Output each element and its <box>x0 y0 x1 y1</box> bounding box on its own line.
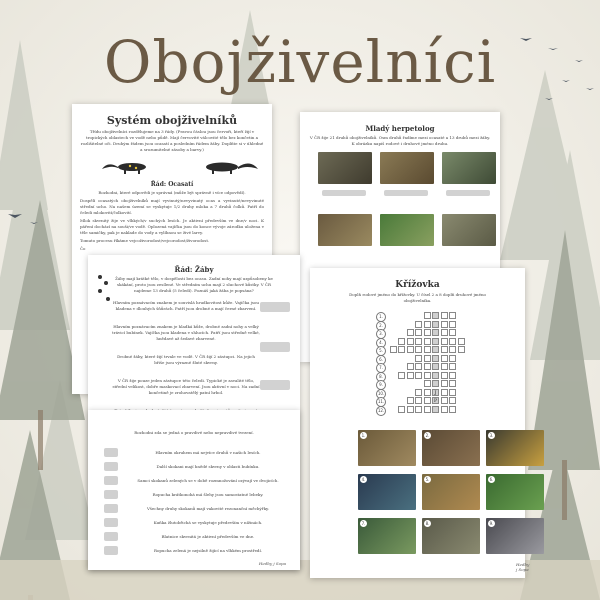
crossword-cell[interactable] <box>449 321 456 328</box>
amphibian-photo <box>422 474 480 510</box>
crossword-cell[interactable] <box>415 338 422 345</box>
photo-frog-1 <box>318 214 372 246</box>
sheet1-title: Systém obojživelníků <box>106 114 238 127</box>
crossword-row-number: 12. <box>376 406 386 416</box>
amphibian-photo <box>486 518 544 554</box>
crossword-row-number: 9. <box>376 380 386 390</box>
tf-answer-box[interactable] <box>104 504 118 513</box>
amphibian-photo <box>358 430 416 466</box>
crossword-cell[interactable] <box>441 338 448 345</box>
photo-number: 9. <box>489 521 494 526</box>
crossword-cell[interactable] <box>432 346 439 353</box>
crossword-cell[interactable] <box>449 372 456 379</box>
crossword-row-number: 11. <box>376 397 386 407</box>
crossword-letter: P <box>433 398 438 404</box>
sheet1-paragraph-4: Čo <box>80 246 86 251</box>
tf-statement: Ropucha zelená je nejsilně žijící na vlhkém prostředí. <box>153 548 263 553</box>
photo-number: 5. <box>425 477 430 482</box>
crossword-intro: Doplň rodové jméno do křížovky. U čísel 2 a 8 doplň druhové jméno obojživelníka. <box>349 292 486 303</box>
crossword-cell[interactable] <box>449 389 456 396</box>
crossword-cell[interactable] <box>415 397 422 404</box>
crossword-cell[interactable] <box>424 321 431 328</box>
tf-answer-box[interactable] <box>104 448 118 457</box>
crossword-cell[interactable] <box>449 346 456 353</box>
crossword-cell[interactable] <box>424 363 431 370</box>
section-frogs-heading: Řád: Žáby <box>174 265 214 274</box>
crossword-cell[interactable] <box>441 406 448 413</box>
section-tailed-heading: Řád: Ocasatí <box>150 181 194 188</box>
crossword-cell[interactable] <box>432 372 439 379</box>
crossword-cell[interactable] <box>449 397 456 404</box>
crossword-cell[interactable] <box>407 329 414 336</box>
crossword-cell[interactable] <box>432 312 439 319</box>
crossword-cell[interactable] <box>441 321 448 328</box>
crossword-cell[interactable] <box>424 329 431 336</box>
crossword-cell[interactable] <box>424 389 431 396</box>
crossword-cell[interactable] <box>441 380 448 387</box>
tf-row <box>104 518 290 528</box>
tf-answer-box[interactable] <box>104 518 118 527</box>
photo-newt-1 <box>318 152 372 184</box>
crossword-cell[interactable] <box>458 346 465 353</box>
crossword-cell[interactable] <box>449 380 456 387</box>
crossword-cell[interactable] <box>441 363 448 370</box>
crossword-cell[interactable] <box>432 321 439 328</box>
crossword-cell[interactable] <box>449 329 456 336</box>
tf-statement: Všechny druhy skokanů mají vakovité rezonanční měchýřky. <box>146 506 269 511</box>
crossword-cell[interactable] <box>424 406 431 413</box>
sheet2-intro: V ČR žije 21 druhů obojživelníků. Osm druhů řadíme mezi ocasaté a 13 druhů mezi žáby. K obrázku napiš rodové i druhové jméno druhu. <box>309 135 491 146</box>
crossword-cell[interactable] <box>398 338 405 345</box>
crossword-cell[interactable] <box>398 406 405 413</box>
photo-number: 3. <box>489 433 494 438</box>
tf-answer-box[interactable] <box>104 462 118 471</box>
crossword-cell[interactable] <box>441 389 448 396</box>
tf-row <box>104 448 290 458</box>
amphibian-photo <box>358 474 416 510</box>
crossword-row-number: 3. <box>376 329 386 339</box>
crossword-cell[interactable] <box>407 338 414 345</box>
crossword-cell[interactable] <box>424 355 431 362</box>
crossword-cell[interactable] <box>432 380 439 387</box>
photo-number: 8. <box>425 521 430 526</box>
crossword-row-number: 6. <box>376 355 386 365</box>
crossword-cell[interactable] <box>441 397 448 404</box>
sheet1-paragraph-3: Tomuto procesu říkáme vejcoživorodost/vejcorodost/živorodost. <box>80 238 210 243</box>
crossword-cell[interactable] <box>449 363 456 370</box>
photo-newt-2 <box>380 152 434 184</box>
crossword-cell[interactable] <box>441 355 448 362</box>
crossword-cell[interactable] <box>424 312 431 319</box>
crossword-cell[interactable] <box>424 346 431 353</box>
tf-statement: Samci skokanů zelených se v době rozmnožování ozývají ve dvojicích. <box>137 478 279 483</box>
crossword-cell[interactable] <box>415 321 422 328</box>
tf-statement: Kuňka žlutobřichá se vyskytuje především v nížinách. <box>153 520 263 525</box>
tf-row <box>104 462 290 472</box>
crossword-cell[interactable] <box>458 338 465 345</box>
crossword-cell[interactable] <box>441 329 448 336</box>
crossword-cell[interactable] <box>415 372 422 379</box>
sheet2-title: Mladý herpetolog <box>365 124 435 133</box>
crossword-cell[interactable] <box>441 372 448 379</box>
photo-number: 2. <box>425 433 430 438</box>
crossword-cell[interactable] <box>441 346 448 353</box>
amphibian-photo <box>358 518 416 554</box>
frog-description-4: V ČR žije pouze jeden zástupce této čeledi. Typické je zavalité tělo, střední velikost, dobře maskovací zbarvení. Jsou aktivní v noci. Na zadní končetině je zrohovatělý patní hrbol. <box>112 378 260 395</box>
crossword-cell[interactable] <box>398 372 405 379</box>
amphibian-photo <box>486 474 544 510</box>
crossword-cell[interactable] <box>415 329 422 336</box>
crossword-cell[interactable] <box>449 312 456 319</box>
crossword-cell[interactable] <box>415 355 422 362</box>
crossword-cell[interactable] <box>415 346 422 353</box>
amphibian-photo <box>422 518 480 554</box>
crossword-signature: Hedby j Sopa <box>516 562 530 572</box>
tf-row <box>104 532 290 542</box>
crossword-cell[interactable] <box>415 363 422 370</box>
tf-answer-box[interactable] <box>104 546 118 555</box>
photo-frog-2 <box>380 214 434 246</box>
crossword-cell[interactable] <box>407 406 414 413</box>
crossword-cell[interactable] <box>398 346 405 353</box>
tf-answer-box[interactable] <box>104 476 118 485</box>
tf-instruction: Rozhodni zda se jedná o pravdivé nebo nepravdivé tvrzení. <box>134 430 254 435</box>
crossword-cell[interactable] <box>449 406 456 413</box>
amphibian-photo <box>486 430 544 466</box>
tf-statement: Ropucha krátkonohá má šlehy jsou samostatné lebeky. <box>152 492 264 497</box>
frog-description-1: Hlavním poznávacím znakem je souvislá hrudkovitost kůže. Vajíčka jsou kladena v dlouhých šňůrách. Patří jsou drobné a mají černé zbarvení. <box>113 300 259 311</box>
sheet3-intro: Žáby mají krátké tělo, v dospělosti bez ocasu. Zadní nohy mají uzpůsobeny ke skákání, proto jsou zesílené. Ve středním uchu mají 2 sluchové kůstky. V ČR najdeme 13 druhů (5 čeledí). Poznáš jaká žába je popsána? <box>115 276 273 293</box>
crossword-row-number: 4. <box>376 338 386 348</box>
crossword-cell[interactable] <box>390 346 397 353</box>
main-title: Obojživelníci <box>103 28 497 96</box>
crossword-cell[interactable] <box>415 406 422 413</box>
crossword-cell[interactable] <box>424 380 431 387</box>
worksheet-crossword <box>310 268 530 578</box>
tf-answer-box[interactable] <box>104 532 118 541</box>
crossword-row-number: 10. <box>376 389 386 399</box>
photo-number: 7. <box>361 521 366 526</box>
photo-number: 1. <box>361 433 366 438</box>
crossword-cell[interactable] <box>432 338 439 345</box>
crossword-cell[interactable] <box>407 372 414 379</box>
crossword-cell[interactable] <box>424 397 431 404</box>
tf-row <box>104 490 290 500</box>
sheet1-instruction: Rozhodni, které odpovědi je správná (může být správně i více odpovědí). <box>98 190 246 195</box>
tf-statement: Blatnice skvrnitá je aktivní především ve dne. <box>161 534 255 539</box>
crossword-cell[interactable] <box>449 355 456 362</box>
photo-number: 4. <box>361 477 366 482</box>
amphibian-photo <box>422 430 480 466</box>
crossword-cell[interactable] <box>424 338 431 345</box>
tf-statement: Hlavním okruhem má nejvíce druhů v našich lesích. <box>155 450 261 455</box>
crossword-cell[interactable] <box>441 312 448 319</box>
tf-answer-box[interactable] <box>104 490 118 499</box>
worksheet-true-false <box>88 410 300 570</box>
tf-statement: Další skokani mají hnědé skvrny v oblasti bubínku. <box>156 464 260 469</box>
photo-frog-3 <box>442 214 496 246</box>
crossword-cell[interactable] <box>432 406 439 413</box>
sheet1-paragraph-2: Mlok skvrnitý žije ve vlhkých/v suchých lesích. Je aktivní především ve dne/v noci. K páření dochází na souši/ve vodě. Oplozená vajíčka jsou do konce vývoje zárodku uložena v těle samičky, pak je naklade do vody a vylíhnou se živé larvy. <box>80 218 264 235</box>
crossword-row-number: 5. <box>376 346 386 356</box>
crossword-cell[interactable] <box>432 355 439 362</box>
frog-description-2: Hlavním poznávacím znakem je hladká kůže, drobné zadní nohy a velký trávicí bubínek. Vajíčka jsou kladena v shlucích. Patří jsou středně velké, hnědavé až šedavé zbarvené. <box>112 324 260 341</box>
crossword-row-number: 8. <box>376 372 386 382</box>
crossword-letter: J <box>434 389 437 396</box>
crossword-cell[interactable] <box>407 397 414 404</box>
photo-newt-3 <box>442 152 496 184</box>
sheet1-paragraph-1: Dospělí ocasatých obojživelníků mají vyvinutý/nevyvinutý ocas a vyvinuté/nevyvinuté střední ucho. Na našem území se vyskytuje 1/2 druhy mloka a 7 druhů čolků. Patří do čeledi mlokovití/čolkovití. <box>80 198 264 215</box>
salamander-illustration <box>72 155 272 181</box>
crossword-cell[interactable] <box>424 372 431 379</box>
crossword-cell[interactable] <box>432 329 439 336</box>
photo-number: 6. <box>489 477 494 482</box>
signature: Hedby j Sopa <box>258 561 286 566</box>
tf-row <box>104 546 290 556</box>
crossword-cell[interactable] <box>449 338 456 345</box>
sheet1-intro: Třídu obojživelníci rozdělujeme na 3 řády. (Pravou čáslou jsou červoři, kteří žijí v tropických oblastech ve vodě nebo půdě. Mají červovité válcovité tělo bez končetin a rozlišitelné oči. Druhým řádem jsou ocasatí a posledním řádem žáby. Doplňte si v úhledné a srozumitelné zásoby a barvy.) <box>80 129 264 152</box>
crossword-title: Křížovka <box>395 280 440 290</box>
crossword-cell[interactable] <box>407 346 414 353</box>
crossword-row-number: 2. <box>376 321 386 331</box>
crossword-row-number: 1. <box>376 312 386 322</box>
tf-row <box>104 504 290 514</box>
crossword-row-number: 7. <box>376 363 386 373</box>
crossword-cell[interactable] <box>407 363 414 370</box>
frog-description-3: Drobné žáby, které žijí trvale ve vodě. V ČR žijí 2 zástupci. Na jejich břiše jsou výrazné žluté skvrny. <box>117 354 255 365</box>
crossword-cell[interactable] <box>432 363 439 370</box>
tf-row <box>104 476 290 486</box>
crossword-cell[interactable] <box>415 389 422 396</box>
